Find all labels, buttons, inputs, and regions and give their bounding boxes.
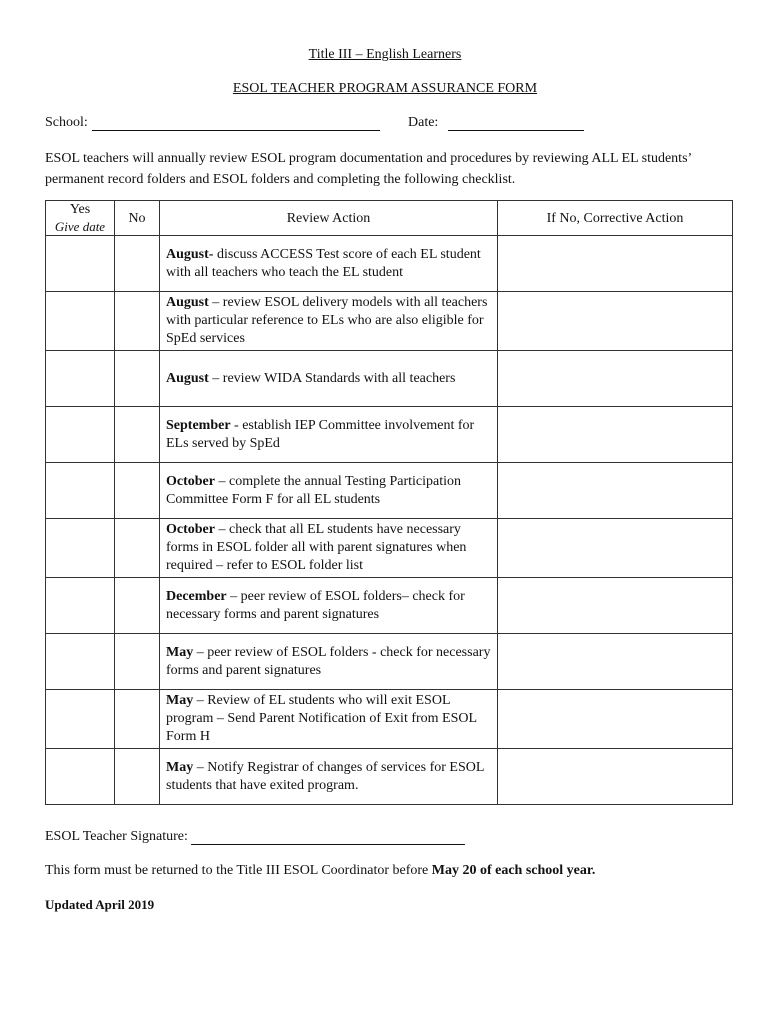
- no-cell[interactable]: [115, 749, 160, 805]
- review-month: May: [166, 644, 194, 660]
- no-cell[interactable]: [115, 292, 160, 351]
- corrective-action-cell[interactable]: [498, 292, 733, 351]
- yes-date-cell[interactable]: [46, 463, 115, 519]
- yes-date-cell[interactable]: [46, 519, 115, 578]
- no-cell[interactable]: [115, 407, 160, 463]
- review-text: – complete the annual Testing Participation Committee Form F for all EL students: [166, 473, 462, 507]
- review-text: – review ESOL delivery models with all teachers with particular reference to ELs who are also eligible for SpEd services: [166, 295, 488, 346]
- review-text: discuss ACCESS Test score of each EL student with all teachers who teach the EL student: [166, 246, 481, 280]
- review-text: - establish IEP Committee involvement for ELs served by SpEd: [166, 417, 475, 451]
- review-action-cell: [160, 578, 498, 634]
- yes-date-cell[interactable]: [46, 292, 115, 351]
- review-text: – Review of EL students who will exit ESOL program – Send Parent Notification of Exit from ESOL Form H: [166, 693, 477, 744]
- review-text: – Notify Registrar of changes of services for ESOL students that have exited program.: [166, 759, 484, 793]
- review-action-cell: [160, 749, 498, 805]
- school-label: School:: [45, 115, 88, 130]
- form-subtitle: ESOL TEACHER PROGRAM ASSURANCE FORM: [232, 81, 538, 96]
- corrective-action-cell[interactable]: [498, 749, 733, 805]
- table-row: [46, 634, 733, 690]
- no-cell[interactable]: [115, 634, 160, 690]
- review-month: August: [166, 295, 209, 310]
- table-row: [46, 519, 733, 578]
- school-input-line[interactable]: [92, 116, 380, 131]
- review-action-cell: [160, 463, 498, 519]
- corrective-action-cell[interactable]: [498, 690, 733, 749]
- yes-date-cell[interactable]: [46, 634, 115, 690]
- yes-date-cell[interactable]: [46, 407, 115, 463]
- checklist-table: [45, 200, 733, 805]
- yes-date-cell[interactable]: [46, 690, 115, 749]
- review-action-cell: [160, 407, 498, 463]
- review-text: – check that all EL students have necessary forms in ESOL folder all with parent signatures when required – refer to ESOL folder list: [166, 522, 467, 573]
- signature-field: [45, 829, 465, 845]
- header-yes: [46, 201, 115, 236]
- corrective-action-cell[interactable]: [498, 634, 733, 690]
- review-action-cell: [160, 236, 498, 292]
- updated-date: Updated April 2019: [45, 897, 155, 912]
- review-month: August: [166, 370, 209, 386]
- table-row: [46, 690, 733, 749]
- review-action-cell: [160, 634, 498, 690]
- table-row: [46, 749, 733, 805]
- table-row: [46, 407, 733, 463]
- review-month: August-: [166, 246, 214, 262]
- return-deadline: May 20 of each school year.: [431, 863, 596, 878]
- yes-date-cell[interactable]: [46, 749, 115, 805]
- corrective-action-cell[interactable]: [498, 519, 733, 578]
- return-instructions: [45, 863, 595, 879]
- review-action-cell: [160, 690, 498, 749]
- table-row: [46, 463, 733, 519]
- intro-paragraph: ESOL teachers will annually review ESOL program documentation and procedures by reviewing ALL EL students’ permanent record folders and ESOL folders and completing the following checklist.: [45, 151, 692, 187]
- review-action-cell: [160, 351, 498, 407]
- table-row: [46, 236, 733, 292]
- review-action-cell: [160, 292, 498, 351]
- date-label: Date:: [408, 115, 439, 130]
- no-cell[interactable]: [115, 519, 160, 578]
- header-yes-label: Yes: [69, 202, 91, 217]
- signature-label: ESOL Teacher Signature:: [45, 829, 188, 844]
- return-text: This form must be returned to the Title III ESOL Coordinator before: [45, 863, 432, 878]
- no-cell[interactable]: [115, 236, 160, 292]
- form-title: Title III – English Learners: [308, 47, 462, 62]
- no-cell[interactable]: [115, 463, 160, 519]
- table-row: [46, 292, 733, 351]
- review-text: – peer review of ESOL folders– check for necessary forms and parent signatures: [166, 588, 465, 622]
- review-action-cell: [160, 519, 498, 578]
- table-row: [46, 578, 733, 634]
- yes-date-cell[interactable]: [46, 351, 115, 407]
- corrective-action-cell[interactable]: [498, 407, 733, 463]
- header-review-action: Review Action: [160, 201, 498, 236]
- review-month: December: [166, 588, 227, 604]
- header-yes-sublabel: Give date: [54, 219, 106, 234]
- no-cell[interactable]: [115, 351, 160, 407]
- signature-input-line[interactable]: [191, 830, 465, 845]
- table-header-row: [46, 201, 733, 236]
- review-month: September: [166, 417, 231, 433]
- review-month: May: [166, 759, 194, 775]
- review-month: October: [166, 473, 215, 489]
- yes-date-cell[interactable]: [46, 236, 115, 292]
- school-field: [45, 115, 380, 131]
- table-row: [46, 351, 733, 407]
- date-input-line[interactable]: [448, 115, 584, 131]
- review-text: – peer review of ESOL folders - check for necessary forms and parent signatures: [166, 644, 491, 678]
- review-month: October: [166, 522, 215, 537]
- header-no: No: [115, 201, 160, 236]
- corrective-action-cell[interactable]: [498, 236, 733, 292]
- review-month: May: [166, 693, 194, 708]
- no-cell[interactable]: [115, 578, 160, 634]
- review-text: – review WIDA Standards with all teachers: [208, 370, 456, 386]
- no-cell[interactable]: [115, 690, 160, 749]
- corrective-action-cell[interactable]: [498, 578, 733, 634]
- corrective-action-cell[interactable]: [498, 463, 733, 519]
- yes-date-cell[interactable]: [46, 578, 115, 634]
- corrective-action-cell[interactable]: [498, 351, 733, 407]
- header-corrective-action: If No, Corrective Action: [498, 201, 733, 236]
